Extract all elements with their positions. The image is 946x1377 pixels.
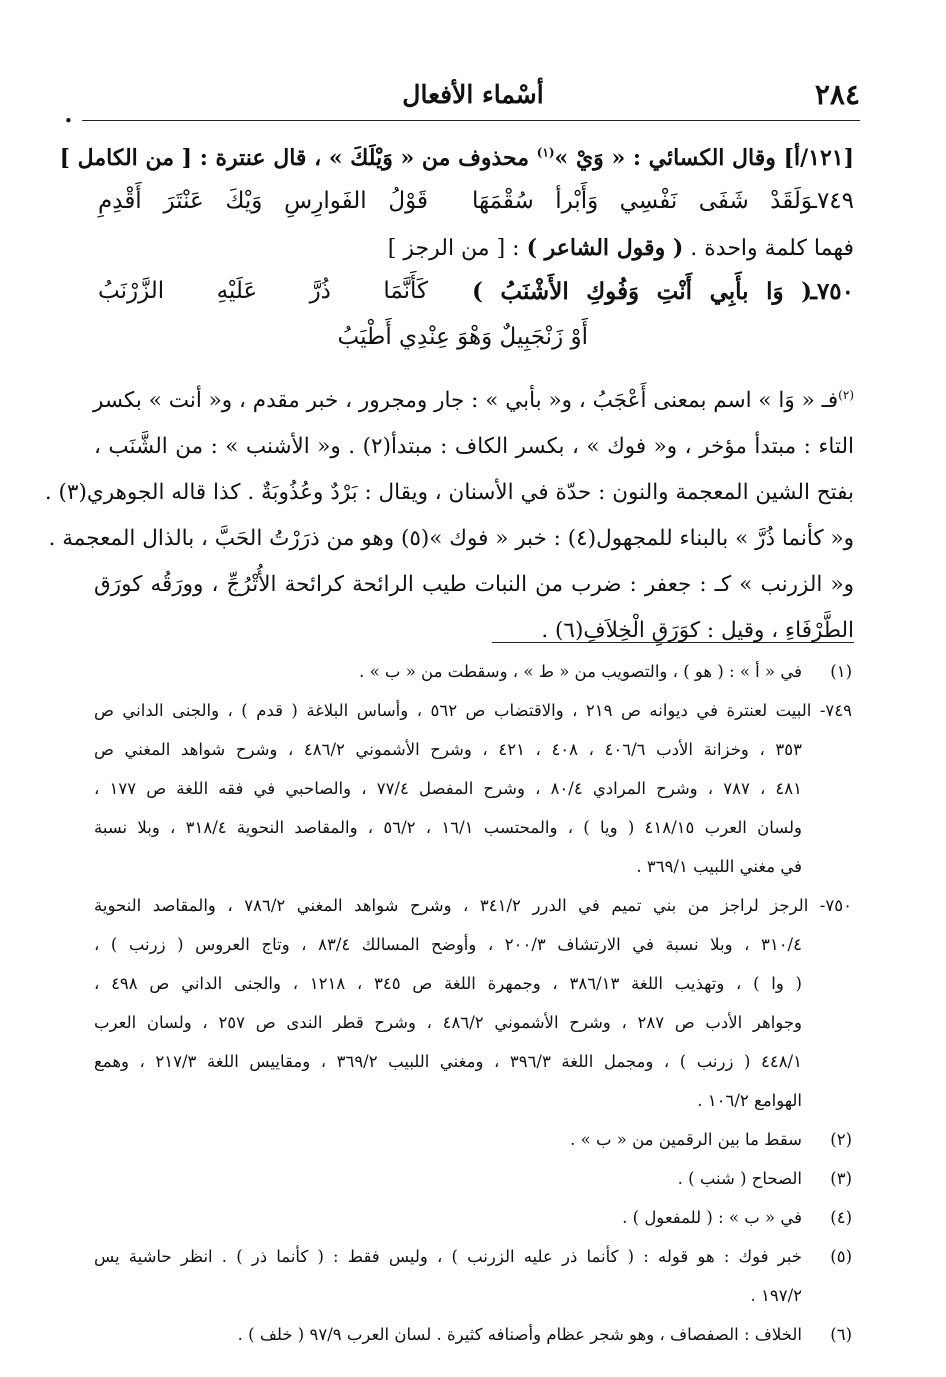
corner-mark: •	[64, 112, 73, 130]
page-header	[78, 78, 868, 118]
footnote: (٤) في « ب » : ( للمفعول ) .	[94, 1198, 852, 1237]
commentary-line: التاء : مبتدأ مؤخر ، و« فوك » ، بكسر الكاف : مبتدأ(٢) . و« الأشنب » : من الشَّنَب ،	[94, 434, 854, 459]
commentary	[44, 378, 854, 654]
verse-second-hemistich: قَوْلُ الفَوارِسِ وَيْكَ عَنْتَرَ أَقْدِمِ	[98, 188, 428, 214]
footnote-continuation: ٤٤٨/١ ( زرنب ) ، ومجمل اللغة ٣٩٦/٣ ، ومغني اللبيب ٣٦٩/٢ ، ومقاييس اللغة ٢١٧/٣ ، وهمع	[94, 1052, 802, 1071]
footnote-continuation: ١٩٧/٢ .	[750, 1286, 802, 1305]
footnote-number: (٥)	[830, 1247, 852, 1266]
footnote: (٣) الصحاح ( شنب ) .	[94, 1159, 852, 1198]
footnote-rule	[492, 642, 854, 643]
footnote-continuation: ولسان العرب ٤١٨/١٥ ( ويا ) ، والمحتسب ١٦/١ ، ٥٦/٢ ، والمقاصد النحوية ٣١٨/٤ ، وبلا نسبة	[94, 818, 802, 837]
page-number: ٢٨٤	[814, 78, 860, 111]
main-text	[59, 136, 854, 362]
footnote-continuation: وجواهر الأدب ص ٢٨٧ ، وشرح الأشموني ٤٨٦/٢ ، وشرح قطر الندى ص ٢٥٧ ، ولسان العرب	[94, 1013, 803, 1032]
commentary-line: الطَّرْفَاءِ ، وقيل : كوَرَقِ الْخِلاَفِ(٦) .	[541, 618, 854, 643]
footnote-number: (١)	[830, 662, 852, 681]
footnote-marker: (٢)	[838, 387, 854, 402]
verse-second-hemistich: كَأَنَّمَا ذُرَّ عَلَيْهِ الزَّرْنَبُ	[98, 278, 428, 304]
footnotes	[94, 652, 852, 1354]
verse-first-hemistich: وَلَقَدْ شَفَى نَفْسِي وَأَبْرأ سُقْمَهَا	[472, 188, 812, 214]
running-title: أسْماء الأفعال	[402, 80, 544, 109]
footnote-continuation: ٣٥٣ ، وخزانة الأدب ٤٠٦/٦ ، ٤٠٨ ، ٤٢١ ، وشرح الأشموني ٤٨٦/٢ ، وشرح شواهد المغني ص	[94, 740, 802, 759]
verse-749	[94, 180, 854, 226]
footnote-marker: (١)	[536, 145, 555, 160]
footnote: (٥) خبر فوك : هو قوله : ( كأنما ذر عليه الزرنب ) ، وليس فقط : ( كأنما ذر ) . انظر حاشية يس	[94, 1237, 852, 1276]
footnote-number: (٦)	[830, 1325, 852, 1344]
footnote: (٦) الخلاف : الصفصاف ، وهو شجر عظام وأصنافه كثيرة . لسان العرب ٩٧/٩ ( خلف ) .	[94, 1315, 852, 1354]
header-rule	[82, 120, 860, 121]
verse-continuation: أَوْ زَنْجَبِيلٌ وَهْوَ عِنْدِي أَطْيَبُ	[337, 324, 588, 350]
footnote-number: (٢)	[830, 1130, 852, 1149]
text-line: [١٢١/أ] وقال الكسائي : « وَيْ »$^{(١)}$ محذوف من « وَيْلَكَ » ، قال عنترة : [ من الكامل ]	[59, 145, 854, 171]
verse-number: ٧٤٩ـ	[810, 188, 854, 214]
footnote: ٧٥٠- الرجز لراجز من بني تميم في الدرر ٣٤١/٢ ، وشرح شواهد المغني ٧٨٦/٢ ، والمقاصد النحوية	[94, 896, 852, 915]
verse-number: ٧٥٠ـ	[810, 278, 854, 305]
commentary-line: بفتح الشين المعجمة والنون : حدّة في الأسنان ، ويقال : بَرْدٌ وعُذُوبَةٌ . كذا قاله الجوهري(٣) .	[44, 480, 854, 505]
footnote-continuation: في مغني اللبيب ٣٦٩/١ .	[636, 857, 802, 876]
footnote-continuation: ٣١٠/٤ ، وبلا نسبة في الارتشاف ٢٠٠/٣ ، وأوضح المسالك ٨٣/٤ ، وتاج العروس ( زرنب ) ،	[94, 935, 802, 954]
footnote-continuation: ٤٨١ ، ٧٨٧ ، وشرح المرادي ٨٠/٤ ، وشرح المفصل ٧٧/٤ ، والصاحبي في فقه اللغة ص ١٧٧ ،	[94, 779, 802, 798]
commentary-line: و« كأنما ذُرَّ » بالبناء للمجهول(٤) : خبر « فوك »(٥) وهو من ذرَرْتُ الحَبَّ ، بالذال المعجمة .	[48, 526, 854, 551]
commentary-line: و« الزرنب » كـ : جعفر : ضرب من النبات طيب الرائحة كرائحة الأُتْرُجِّ ، وورَقُه كورَق	[94, 572, 854, 597]
manuscript-ref: [١٢١/أ]	[783, 145, 854, 171]
footnote-continuation: ( وا ) ، وتهذيب اللغة ٣٨٦/١٣ ، وجمهرة اللغة ص ٣٤٥ ، ١٢١٨ ، والجنى الداني ص ٤٩٨ ،	[94, 974, 802, 993]
verse-first-hemistich: ( وَا بأَبِي أَنْتِ وَفُوكِ الأَشْنَبُ )	[472, 278, 812, 305]
text-line: فهما كلمة واحدة . ( وقول الشاعر ) : [ من الرجز ]	[387, 235, 854, 261]
footnote-number: (٤)	[830, 1208, 852, 1227]
verse-750	[94, 270, 854, 316]
footnote: ٧٤٩- البيت لعنترة في ديوانه ص ٢١٩ ، والاقتضاب ص ٥٦٢ ، وأساس البلاغة ( قدم ) ، والجنى الداني ص	[94, 701, 853, 720]
footnote: (١) في « أ » : ( هو ) ، والتصويب من « ط » ، وسقطت من « ب » .	[94, 652, 852, 691]
footnote-continuation: الهوامع ١٠٦/٢ .	[697, 1091, 802, 1110]
footnote-number: (٣)	[830, 1169, 852, 1188]
verse-750-continuation	[94, 316, 854, 362]
footnote: (٢) سقط ما بين الرقمين من « ب » .	[94, 1120, 852, 1159]
commentary-line: $^{(٢)}$فـ « وَا » اسم بمعنى أَعْجَبُ ، و« بأبي » : جار ومجرور ، خبر مقدم ، و« أنت » بكسر	[93, 387, 854, 413]
